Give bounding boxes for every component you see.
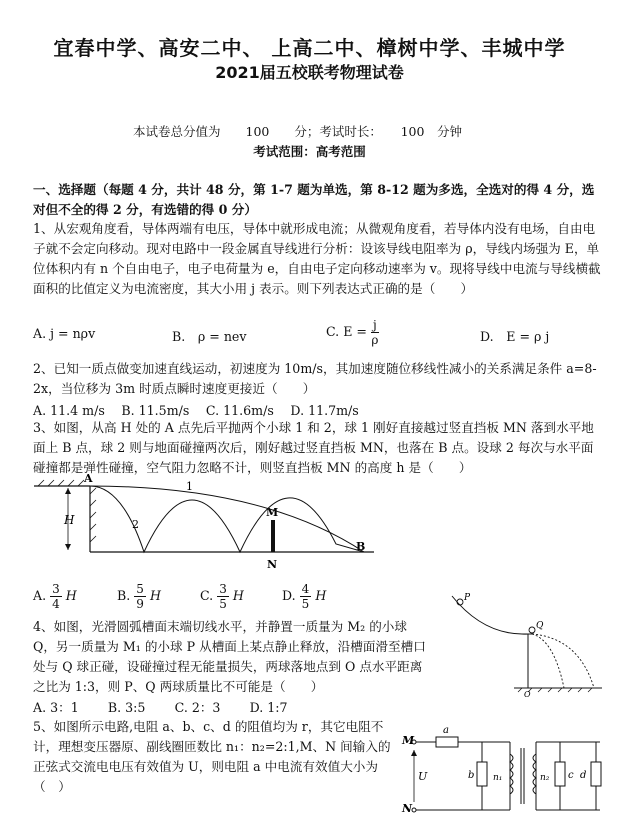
q3-option-c-den: 5: [219, 597, 227, 611]
q5-resistor-d: [591, 762, 601, 786]
q4-trajectory-Q: [532, 634, 594, 688]
q1-option-c-label: C.: [326, 324, 340, 339]
q3-option-c-num: 3: [219, 582, 227, 596]
q3-figure: [34, 474, 394, 574]
q4-ball-P: [457, 599, 463, 605]
score-time-line: 本试卷总分值为 100 分；考试时长： 100 分钟: [133, 124, 462, 139]
q5-label-M: M: [402, 734, 415, 747]
q3-option-c-label: C.: [200, 588, 214, 603]
q5-label-a: a: [443, 725, 449, 736]
q3-option-b-label: B.: [117, 588, 131, 603]
q5-resistor-b: [477, 762, 487, 786]
q4-label-O: O: [524, 690, 531, 698]
q5-resistor-c: [555, 762, 565, 786]
question-2-text: 2、已知一质点做变加速直线运动，初速度为 10m/s，其加速度随位移线性减小的关系满足条件 a=8-2x，当位移为 3m 时质点瞬时速度更接近（ ）: [33, 361, 597, 396]
q3-option-a-var: H: [65, 588, 77, 603]
q2-options: A. 11.4 m/s B. 11.5m/s C. 11.6m/s D. 11.7m/s: [33, 403, 359, 418]
q3-label-ball2: 2: [132, 518, 139, 531]
q3-option-b-fraction: [134, 582, 146, 611]
q5-resistor-a: [436, 737, 458, 747]
q4-options: A. 3：1 B. 3:5 C. 2：3 D. 1:7: [33, 700, 288, 715]
q3-option-a-num: 3: [52, 582, 60, 596]
question-4-text: 4、如图，光滑圆弧槽面末端切线水平，并静置一质量为 M₂ 的小球 Q，另一质量为 M₁ 的小球 P 从槽面上某点静止释放，沿槽面滑至槽口处与 Q 球正碰，设碰撞过程无能量损失，两球落地点到 O 点水平距离之比为 1:3，则 P、Q 两球质量比不可能是（ ）: [33, 619, 426, 694]
q1-option-b: B. ρ = nev: [172, 329, 247, 344]
q3-label-ball1: 1: [186, 480, 193, 493]
section-heading: 一、选择题（每题 4 分，共计 48 分，第 1-7 题为单选，第 8-12 题为多选，全选对的得 4 分，选对但不全的得 2 分，有选错的得 0 分）: [33, 182, 595, 217]
q4-ball-Q: [529, 627, 535, 633]
question-5-text: 5、如图所示电路,电阻 a、b、c、d 的阻值均为 r，其它电阻不计，理想变压器原、副线圈匝数比 n₁：n₂=2:1,M、N 间输入的正弦式交流电电压有效值为 U，则电阻 a 中电流有效值大小为（ ）: [33, 719, 391, 794]
q5-label-c: c: [568, 770, 574, 781]
q1-option-c-denominator: ρ: [371, 333, 379, 347]
q3-arrow-up-icon: [65, 488, 71, 494]
q1-option-d: D. E = ρ j: [480, 329, 550, 344]
q3-barrier-MN: [271, 520, 275, 552]
q1-option-c-lhs: E =: [343, 324, 367, 339]
q3-option-a: [33, 582, 77, 611]
q5-label-d: d: [580, 770, 587, 781]
q5-label-n2: n₂: [540, 773, 550, 783]
q5-terminal-N: [412, 808, 416, 812]
q4-trajectory-P: [532, 634, 564, 688]
q5-label-U: U: [418, 770, 428, 783]
q1-option-c-numerator: j: [372, 318, 377, 332]
q3-arrow-down-icon: [65, 544, 71, 550]
exam-scope: 考试范围：高考范围: [253, 144, 366, 159]
exam-subtitle: 2021届五校联考物理试卷: [215, 63, 404, 82]
q3-option-b-num: 5: [136, 582, 144, 596]
q3-label-N: N: [267, 558, 278, 571]
exam-title: 宜春中学、高安二中、 上高二中、樟树中学、丰城中学: [53, 36, 566, 60]
q1-option-c-fraction: [371, 318, 379, 347]
q3-option-d: [282, 582, 326, 611]
q3-option-b: [117, 582, 161, 611]
q3-cliff-hatch: [38, 480, 96, 542]
q3-label-M: M: [266, 506, 279, 519]
q3-option-d-num: 4: [301, 582, 310, 596]
q3-option-d-var: H: [315, 588, 327, 603]
q1-option-c: [326, 318, 379, 347]
q5-arrow-up-icon: [411, 750, 417, 756]
q3-label-H: H: [64, 513, 75, 527]
q4-label-P: P: [464, 593, 471, 603]
q3-option-c-var: H: [232, 588, 244, 603]
q3-option-c: [200, 582, 244, 611]
q5-label-n1: n₁: [493, 773, 503, 783]
q1-option-a: A. j = nρv: [33, 326, 96, 341]
q3-option-a-den: 4: [52, 597, 60, 611]
q3-option-c-fraction: [217, 582, 229, 611]
q3-option-a-label: A.: [33, 588, 47, 603]
question-1-text: 1、从宏观角度看，导体两端有电压，导体中就形成电流；从微观角度看，若导体内没有电场，自由电子就不会定向移动。现对电路中一段金属直导线进行分析：设该导线电阻率为 ρ，导线内场强为 E，单位体积内有 n 个自由电子，电子电荷量为 e，自由电子定向移动速率为 v。现将导线中电流与导线横截面积的比值定义为电流密度，其大小用 j 表示。则下列表达式正确的是（ ）: [33, 221, 601, 296]
q3-option-b-var: H: [149, 588, 161, 603]
q3-label-B: B: [356, 540, 366, 553]
q5-label-N: N: [402, 802, 413, 815]
q3-option-d-label: D.: [282, 588, 296, 603]
q4-figure: [444, 588, 604, 698]
q3-option-d-fraction: [300, 582, 312, 611]
q5-label-b: b: [468, 770, 475, 781]
question-3-text: 3、如图，从高 H 处的 A 点先后平抛两个小球 1 和 2，球 1 刚好直接越过竖直挡板 MN 落到水平地面上 B 点，球 2 则与地面碰撞两次后，刚好越过竖直挡板 MN，也落在 B 点。设球 2 每次与水平面碰撞都是弹性碰撞，空气阻力忽略不计，则竖直挡板 MN 的高度 h 是（ ）: [33, 420, 594, 475]
q5-circuit-figure: [400, 716, 610, 824]
q3-option-d-den: 5: [301, 597, 310, 611]
q3-option-a-fraction: [50, 582, 62, 611]
q3-label-A: A: [84, 474, 93, 485]
q3-option-b-den: 9: [136, 597, 144, 611]
q4-label-Q: Q: [536, 621, 544, 631]
